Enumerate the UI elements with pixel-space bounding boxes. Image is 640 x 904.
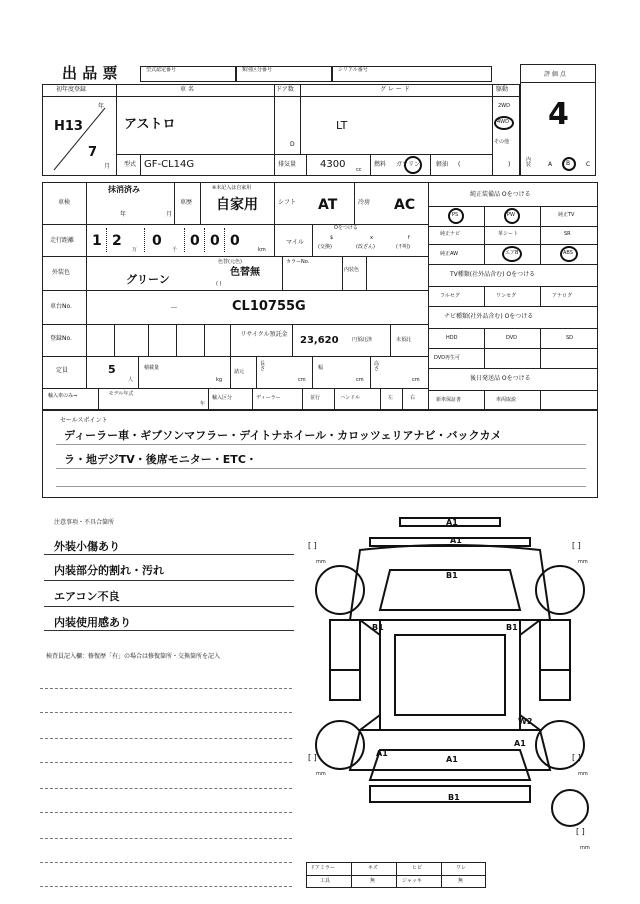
chassis-label: 車台No.	[50, 303, 72, 310]
shaken-value: 抹消済み	[108, 185, 140, 194]
interior-b: B	[566, 160, 571, 167]
unknown-label: (不明)	[396, 244, 410, 250]
navi-sd: SD	[566, 335, 574, 341]
handle-right: 右	[410, 395, 416, 401]
equip-navi: 純正ナビ	[440, 231, 461, 237]
tv-analog: アナログ	[552, 293, 573, 299]
mark-b1-right: B1	[506, 623, 518, 632]
import-parallel: 並行	[310, 395, 321, 401]
repaint-value: 色替無	[230, 267, 260, 278]
fuel-label: 燃料	[374, 161, 387, 168]
equip-leather: 革シート	[498, 231, 519, 237]
interior-label: 内装	[526, 157, 532, 168]
year-suffix: 年	[98, 103, 105, 110]
mile-label: マイル	[286, 239, 304, 246]
later-title: 後日発送品 Oをつける	[470, 375, 531, 382]
equip-pw: PW	[507, 212, 515, 218]
fuel-paren-close: )	[508, 161, 511, 168]
sales-point-label: セールスポイント	[60, 417, 108, 424]
bt-cell-3: ジャッキ	[402, 878, 422, 884]
note-item-4: 内装使用感あり	[54, 616, 131, 629]
shaken-year: 年	[120, 211, 127, 218]
repaint-label: 色替(元色)	[218, 259, 242, 265]
exchange-sym: $	[330, 235, 334, 241]
note-item-1: 外装小傷あり	[54, 540, 120, 553]
score-value: 4	[548, 97, 569, 132]
recycle-label: リサイクル預託金	[240, 331, 288, 338]
bracket-tl: [ ]	[308, 541, 317, 550]
doors-label: ドア数	[276, 86, 294, 93]
ac-label: 冷房	[358, 199, 371, 206]
notes-label: 注意事項・不具合箇所	[54, 519, 115, 526]
dims-label: 諸元	[234, 369, 245, 375]
navi-title: ナビ種類(社外品含む) Oをつける	[444, 313, 534, 320]
recycle-value: 23,620	[300, 335, 339, 346]
history-note: ※未記入は自家用	[212, 185, 252, 191]
height-label: 高さ	[374, 361, 380, 372]
handle-left: 左	[388, 395, 394, 401]
later-warranty: 新車保証書	[436, 397, 462, 403]
bt-header-1: ドアミラー	[310, 865, 335, 871]
first-reg-label: 初年度登録	[56, 86, 87, 93]
mark-a1-right-rear: A1	[514, 739, 526, 748]
capacity-value: 5	[108, 363, 116, 376]
mm-br: mm	[578, 771, 588, 777]
displacement-unit: cc	[356, 167, 362, 173]
later-manual: 車両取説	[496, 397, 517, 403]
mileage-km: km	[258, 247, 266, 253]
serial-label: シリアル番号	[338, 67, 368, 73]
reg-year: H13	[54, 119, 83, 134]
bt-cell-4: 無	[458, 878, 464, 884]
car-name-value: アストロ	[124, 117, 176, 132]
handle-label: ハンドル	[340, 395, 361, 401]
score-label: 評 価 点	[544, 71, 566, 78]
month-suffix: 月	[104, 163, 111, 170]
equip-abs: ABS	[563, 250, 573, 256]
recycle-unpaid: 未預託	[396, 337, 412, 343]
color-no-label: カラーNo.	[286, 259, 310, 265]
tamper-sym: x	[370, 235, 373, 241]
grade-label: グ レ ー ド	[380, 86, 410, 93]
model-cert-label: 型式認定番号	[146, 67, 177, 73]
chassis-dash: －	[170, 303, 178, 312]
car-damage-diagram	[300, 510, 600, 870]
drive-4wd: 4WD	[497, 119, 509, 125]
equip-sr: SR	[564, 231, 571, 237]
color-label: 外装色	[52, 269, 71, 276]
shaken-label: 車検	[58, 199, 71, 206]
equip-aw: 純正AW	[440, 251, 459, 257]
tv-title: TV種類(社外品含む) Oをつける	[450, 271, 536, 278]
bracket-br: [ ]	[572, 753, 581, 762]
note-item-3: エアコン不良	[54, 590, 120, 603]
recycle-paid: 円預託済	[352, 337, 373, 343]
doors-value: D	[290, 141, 295, 148]
mark-b1-left: B1	[372, 623, 384, 632]
repaint-paren: ( )	[216, 281, 222, 287]
mileage-digit-2: 2	[112, 233, 122, 249]
model-value: GF-CL14G	[144, 159, 195, 170]
class-label: 類別区分番号	[242, 67, 273, 73]
mm-tr: mm	[578, 559, 588, 565]
equip-ps: PS	[452, 212, 459, 218]
chassis-value: CL10755G	[232, 299, 306, 314]
bt-cell-2: 無	[370, 878, 376, 884]
load-label: 積載量	[144, 365, 160, 371]
load-kg: kg	[216, 377, 223, 383]
mark-a1-left-rear: A1	[376, 749, 388, 758]
exchange-label: (交換)	[318, 244, 332, 250]
width-label: 幅	[318, 365, 324, 371]
interior-c: C	[586, 161, 591, 168]
fuel-gasoline: ガソリン	[396, 161, 421, 168]
mm-tl: mm	[316, 559, 326, 565]
mark-a1-front2: A1	[450, 536, 462, 545]
car-name-label: 車 名	[180, 86, 194, 93]
mark-a1-front: A1	[446, 518, 458, 527]
bracket-bl: [ ]	[308, 753, 317, 762]
bt-header-2: キズ	[368, 865, 378, 871]
drive-label: 駆動	[496, 86, 509, 93]
reg-month: 7	[88, 145, 98, 160]
sales-line-2: ラ・地デジTV・後席モニター・ETC・	[64, 453, 257, 466]
import-class-label: 輸入区分	[212, 395, 233, 401]
capacity-label: 定員	[56, 367, 69, 374]
note-item-2: 内装部分的割れ・汚れ	[54, 564, 164, 577]
date-slash	[50, 104, 110, 174]
length-cm: cm	[298, 377, 306, 383]
model-label: 型式	[124, 161, 137, 168]
mileage-man: 万	[132, 247, 138, 253]
unknown-sym: f	[408, 235, 410, 241]
tv-fullseg: フルセグ	[440, 293, 460, 299]
fuel-paren-open: (	[458, 161, 461, 168]
shift-label: シフト	[278, 199, 297, 206]
equip-airbag: エアB	[505, 250, 519, 256]
dvd-play: DVD再生可	[434, 355, 461, 361]
drive-other: その他	[494, 139, 510, 145]
grade-value: LT	[336, 119, 348, 132]
import-dealer: ディーラー	[256, 395, 281, 401]
bt-header-4: ワレ	[456, 865, 467, 871]
inspector-label: 検査員記入欄：修復歴「有」の場合は修復箇所・交換箇所を記入	[46, 653, 221, 660]
model-year-label: モデル年式	[108, 391, 134, 397]
capacity-unit: 人	[128, 377, 134, 383]
mark-a1-rear: A1	[446, 755, 458, 764]
history-label: 車歴	[180, 199, 193, 206]
mileage-digit-6: 0	[230, 233, 240, 249]
mm-bl: mm	[316, 771, 326, 777]
mark-b1-hood: B1	[446, 571, 458, 580]
mileage-digit-5: 0	[210, 233, 220, 249]
interior-a: A	[548, 161, 553, 168]
fuel-gasoline-circle	[404, 156, 422, 174]
mileage-digit-3: 0	[152, 233, 162, 249]
height-cm: cm	[412, 377, 420, 383]
mileage-sen: 千	[172, 247, 178, 253]
equipment-title: 純正装備品 Oをつける	[470, 191, 531, 198]
shaken-month: 月	[166, 211, 173, 218]
mileage-digit-1: 1	[92, 233, 102, 249]
bt-header-3: ヒビ	[412, 865, 423, 871]
tv-oneseg: ワンセグ	[496, 293, 517, 299]
circle-note: Oをつける	[334, 225, 358, 231]
width-cm: cm	[356, 377, 364, 383]
displacement-value: 4300	[320, 159, 346, 170]
color-value: グリーン	[126, 273, 170, 286]
mileage-label: 走行距離	[50, 237, 75, 244]
ac-value: AC	[394, 197, 416, 213]
bracket-spare: [ ]	[576, 827, 585, 836]
mm-spare: mm	[580, 845, 590, 851]
navi-dvd: DVD	[506, 335, 518, 341]
interior-color-label: 内装色	[344, 267, 360, 273]
length-label: 長さ	[260, 361, 266, 372]
shift-value: AT	[318, 197, 338, 213]
mileage-digit-4: 0	[190, 233, 200, 249]
tamper-label: (改ざん)	[356, 244, 375, 250]
bracket-tr: [ ]	[572, 541, 581, 550]
history-value: 自家用	[216, 197, 258, 213]
bt-cell-1: 工具	[320, 878, 331, 884]
equip-tv: 純正TV	[558, 212, 575, 218]
import-label: 輸入車のみ⇒	[48, 393, 78, 399]
fuel-diesel: 軽油	[436, 161, 449, 168]
displacement-label: 排気量	[278, 161, 297, 168]
mark-w2: W2	[518, 717, 533, 726]
page-title: 出 品 票	[62, 64, 118, 82]
regno-label: 登録No.	[50, 335, 72, 342]
mark-b1-rear: B1	[448, 793, 460, 802]
navi-hdd: HDD	[446, 335, 458, 341]
sales-line-1: ディーラー車・ギブソンマフラー・デイトナホイール・カロッツェリアナビ・バックカメ	[64, 429, 502, 442]
drive-2wd: 2WD	[498, 103, 510, 109]
model-year-unit: 年	[200, 401, 206, 407]
